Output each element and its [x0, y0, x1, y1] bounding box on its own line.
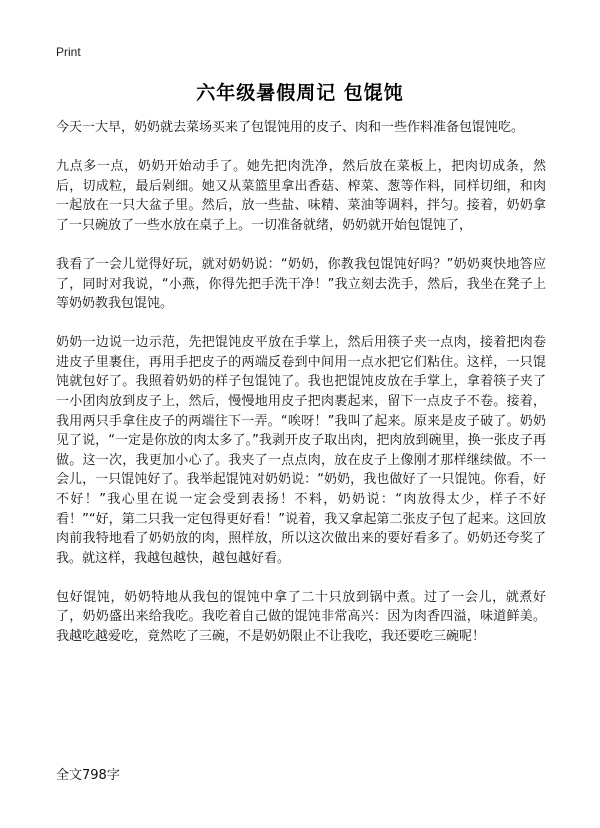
page-title: 六年级暑假周记 包馄饨 [196, 82, 404, 104]
article-body [56, 118, 546, 666]
paragraph: 九点多一点，奶奶开始动手了。她先把肉洗净，然后放在菜板上，把肉切成条，然后，切成粒，最后剁细。她又从菜篮里拿出香菇、榨菜、葱等作料，同样切细，和肉一起放在一只大盆子里。然后，放一些盐、味精、菜油等调料，拌匀。接着，奶奶拿了一只碗放了一些水放在桌子上。一切准备就绪，奶奶就开始包馄饨了， [56, 159, 546, 233]
word-count: 全文798字 [56, 768, 120, 783]
paragraph: 今天一大早，奶奶就去菜场买来了包馄饨用的皮子、肉和一些作料准备包馄饨吃。 [56, 120, 525, 135]
paragraph: 奶奶一边说一边示范，先把馄饨皮平放在手掌上，然后用筷子夹一点肉，接着把肉卷进皮子里裹住，再用手把皮子的两端反卷到中间用一点水把它们粘住。这样，一只馄饨就包好了。我照着奶奶的样子包馄饨了。我也把馄饨皮放在手掌上，拿着筷子夹了一小团肉放到皮子上，然后，慢慢地用皮子把肉裹起来，留下一点皮子不卷。接着，我用两只手拿住皮子的两端往下一弄。“唉呀！”我叫了起来。原来是皮子破了。奶奶见了说，“一定是你放的肉太多了。”我剥开皮子取出肉，把肉放到碗里，换一张皮子再做。这一次，我更加小心了。我夹了一点点肉，放在皮子上像刚才那样继续做。不一会儿，一只馄饨好了。我举起馄饨对奶奶说：“奶奶，我也做好了一只馄饨。你看，好不好！”我心里在说一定会受到表扬！不料，奶奶说：“肉放得太少，样子不好看！”“好，第二只我一定包得更好看！”说着，我又拿起第二张皮子包了起来。这回放肉前我特地看了奶奶放的肉，照样放，所以这次做出来的要好看多了。奶奶还夸奖了我。就这样，我越包越快，越包越好看。 [56, 335, 546, 566]
paragraph: 我看了一会儿觉得好玩，就对奶奶说：“奶奶，你教我包馄饨好吗？”奶奶爽快地答应了，同时对我说，“小燕，你得先把手洗干净！”我立刻去洗手，然后，我坐在凳子上等奶奶教我包馄饨。 [56, 256, 546, 312]
print-link[interactable]: Print [56, 45, 81, 59]
paragraph: 包好馄饨，奶奶特地从我包的馄饨中拿了二十只放到锅中煮。过了一会儿，就煮好了，奶奶盛出来给我吃。我吃着自己做的馄饨非常高兴：因为肉香四溢，味道鲜美。我越吃越爱吃，竟然吃了三碗，不是奶奶限止不让我吃，我还要吃三碗呢！ [56, 589, 546, 645]
